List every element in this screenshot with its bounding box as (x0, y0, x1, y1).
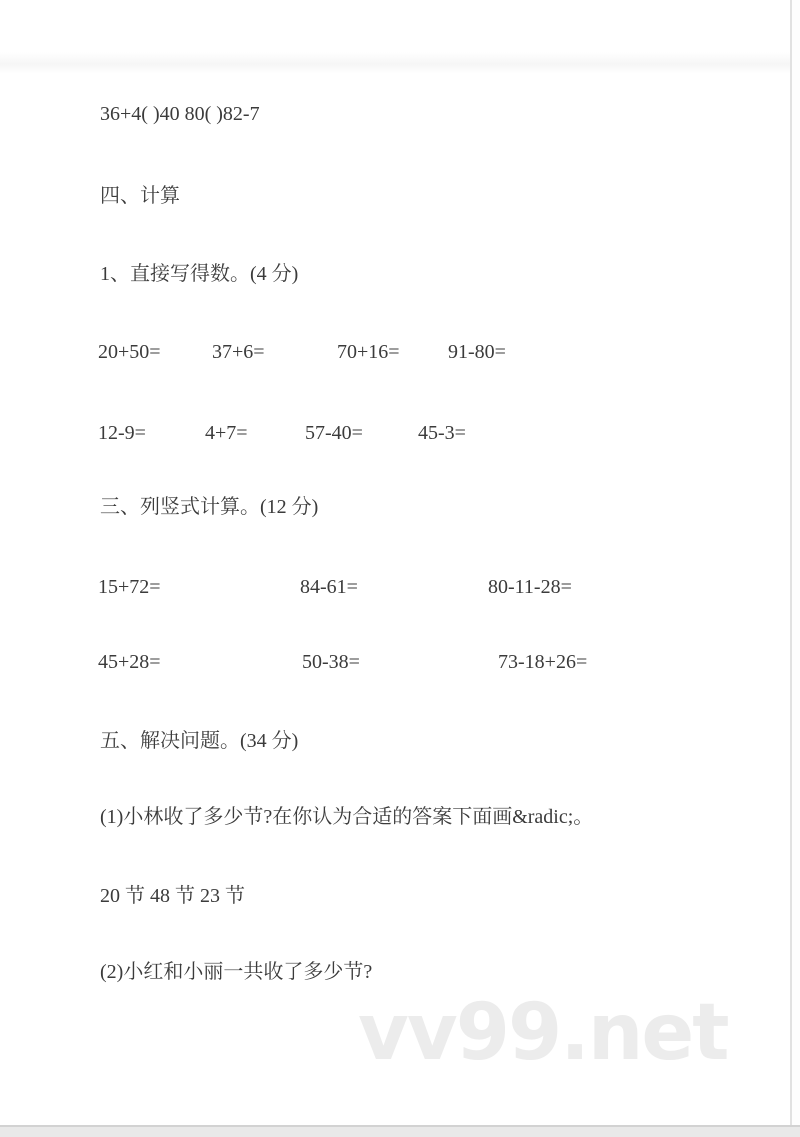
equation: 37+6= (212, 341, 265, 363)
page-right-margin (792, 0, 800, 1125)
equation: 12-9= (98, 422, 146, 444)
equation: 20+50= (98, 341, 161, 363)
subsection-heading-mental-math: 1、直接写得数。(4 分) (100, 263, 299, 285)
page-right-edge-divider (790, 0, 792, 1125)
equation: 57-40= (305, 422, 363, 444)
fill-blanks-line: 36+4( )40 80( )82-7 (100, 103, 260, 125)
equation: 45+28= (98, 651, 161, 673)
equation: 50-38= (302, 651, 360, 673)
equation: 80-11-28= (488, 576, 572, 598)
equation: 91-80= (448, 341, 506, 363)
equation: 73-18+26= (498, 651, 588, 673)
section-heading-calc: 四、计算 (100, 185, 180, 207)
equation: 4+7= (205, 422, 248, 444)
equation: 15+72= (98, 576, 161, 598)
viewer-bottom-bar (0, 1125, 800, 1137)
section-heading-word-problems: 五、解决问题。(34 分) (100, 730, 299, 752)
word-problem-1: (1)小林收了多少节?在你认为合适的答案下面画&radic;。 (100, 806, 594, 828)
word-problem-1-options: 20 节 48 节 23 节 (100, 885, 245, 907)
equation: 45-3= (418, 422, 466, 444)
section-heading-column-calc: 三、列竖式计算。(12 分) (100, 496, 319, 518)
site-watermark: vv99.net (358, 988, 728, 1078)
word-problem-2: (2)小红和小丽一共收了多少节? (100, 961, 373, 983)
equation: 84-61= (300, 576, 358, 598)
page-seam-divider (0, 52, 800, 74)
equation: 70+16= (337, 341, 400, 363)
